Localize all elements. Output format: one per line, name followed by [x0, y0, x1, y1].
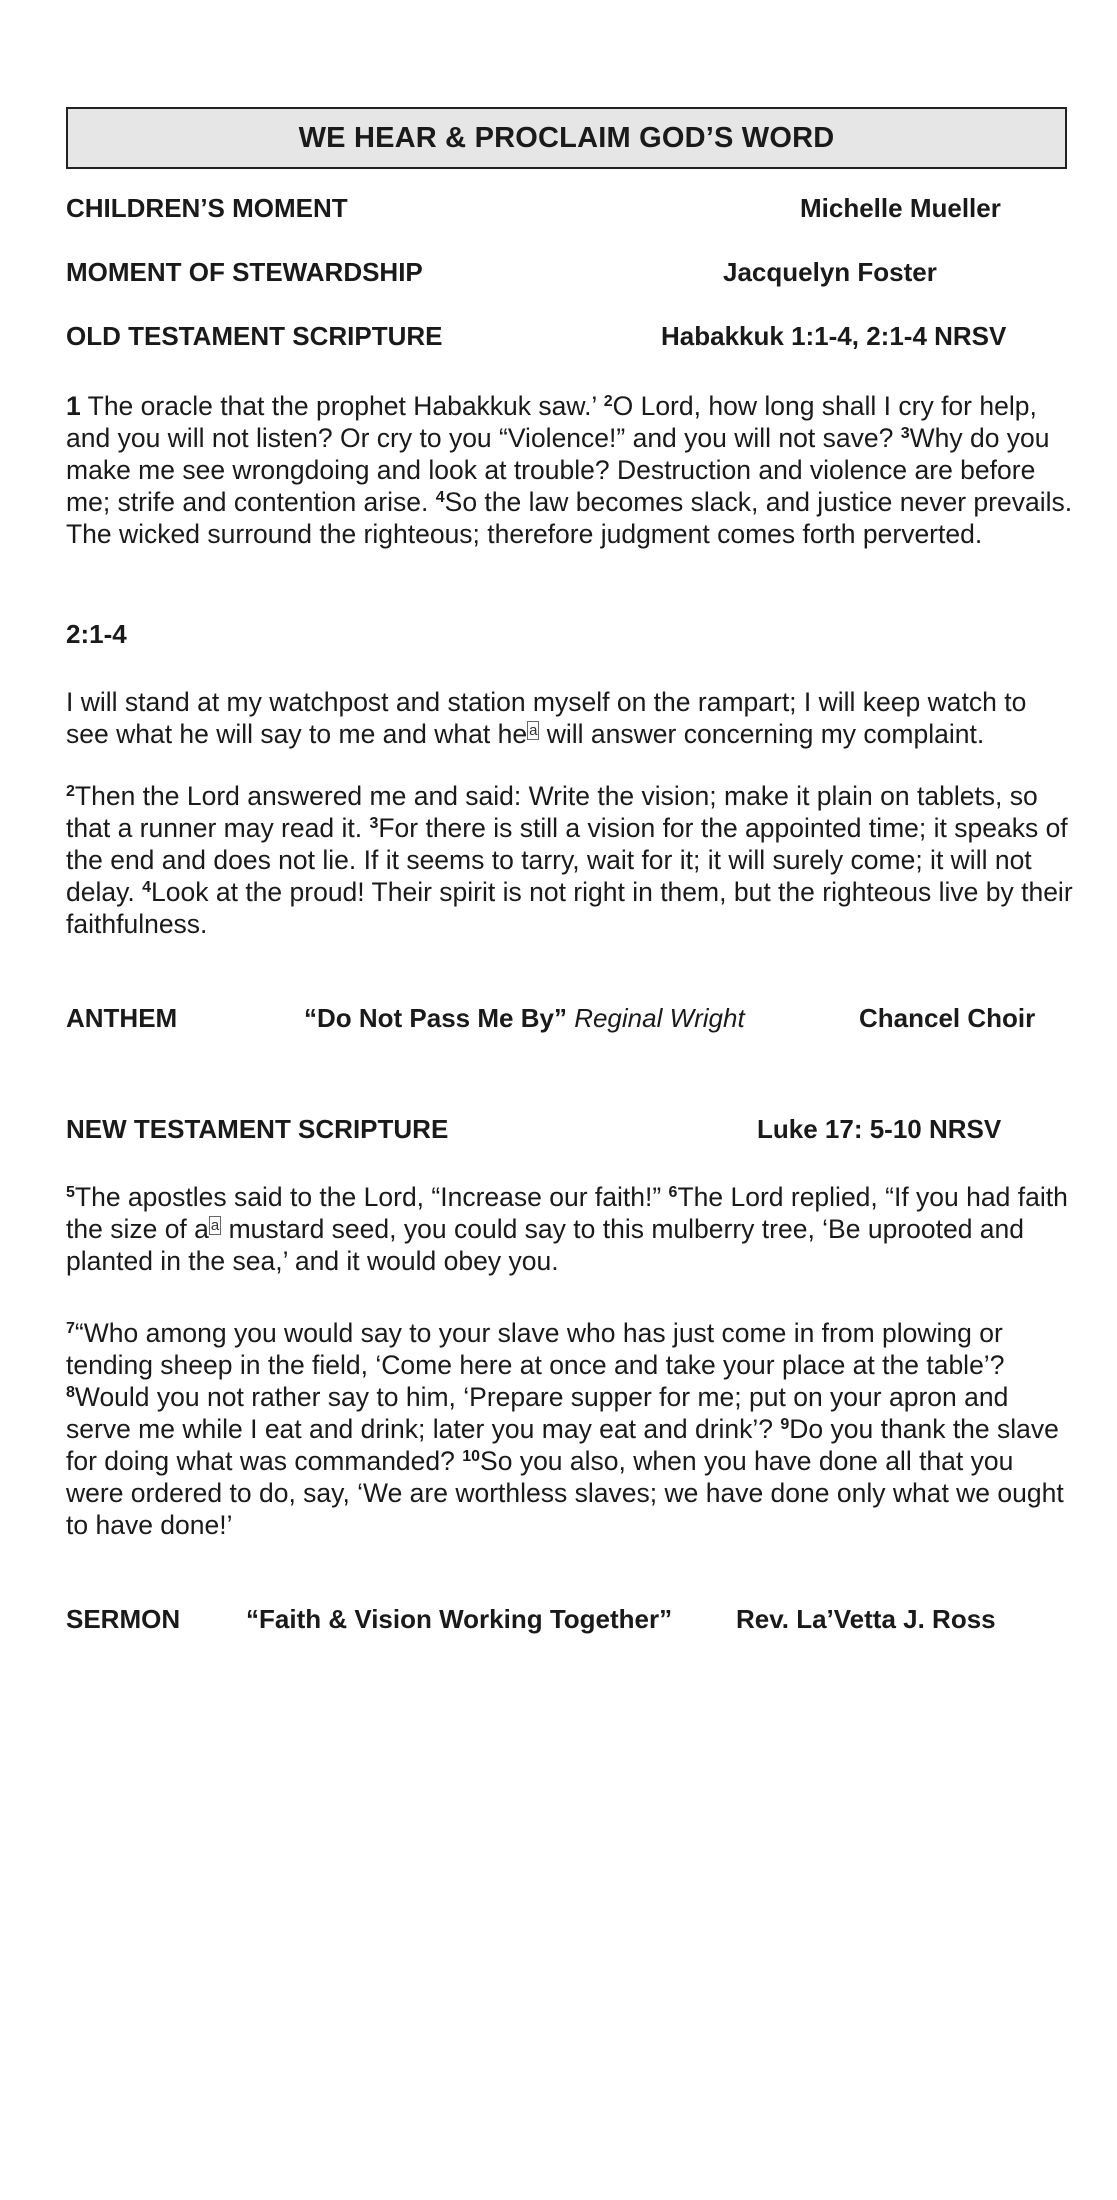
verse-text: So the law becomes slack, and justice never prevails. The wicked surround the righteous; therefore judgment comes forth perverted.	[66, 487, 1073, 549]
stewardship-leader: Jacquelyn Foster	[723, 257, 937, 287]
new-testament-reference: Luke 17: 5-10 NRSV	[757, 1114, 1002, 1144]
old-testament-label: OLD TESTAMENT SCRIPTURE	[66, 321, 443, 351]
verse-text: Why do you make me see wrongdoing and look at trouble? Destruction and violence are before me; strife and contention arise.	[66, 423, 1050, 517]
verse-number: 3	[369, 815, 379, 832]
footnote-link[interactable]: a	[529, 722, 538, 739]
luke-17-verses-5-6	[66, 1181, 1076, 1277]
anthem-song-title: “Do Not Pass Me By”	[304, 1003, 567, 1033]
verse-text: Look at the proud! Their spirit is not right in them, but the righteous live by their faithfulness.	[66, 877, 1073, 939]
verse-number: 2	[66, 783, 75, 800]
verse-number: 4	[435, 489, 445, 506]
anthem-composer: Reginal Wright	[574, 1003, 745, 1033]
verse-number: 8	[66, 1384, 75, 1401]
anthem-label: ANTHEM	[66, 1003, 178, 1033]
verse-text: will answer concerning my complaint.	[539, 719, 985, 749]
passage-subheading: 2:1-4	[66, 619, 127, 649]
verse-number: 2	[603, 393, 613, 410]
anthem-title	[304, 1003, 745, 1034]
sermon-preacher: Rev. La’Vetta J. Ross	[736, 1604, 996, 1634]
anthem-performer: Chancel Choir	[859, 1003, 1036, 1033]
footnote-link[interactable]: a	[210, 1217, 220, 1234]
verse-text: Would you not rather say to him, ‘Prepare supper for me; put on your apron and serve me while I eat and drink; later you may eat and drink’?	[66, 1382, 1009, 1444]
verse-number: 7	[66, 1320, 75, 1337]
section-title: WE HEAR & PROCLAIM GOD’S WORD	[298, 121, 835, 154]
verse-text: O Lord, how long shall I cry for help, and you will not listen? Or cry to you “Violence!” and you will not save?	[66, 391, 1037, 453]
luke-17-verses-7-10	[66, 1317, 1076, 1541]
sermon-label: SERMON	[66, 1604, 181, 1634]
verse-text: The Lord replied, “If you had faith the size of a	[66, 1182, 1068, 1244]
verse-number: 6	[668, 1184, 678, 1201]
childrens-moment-leader: Michelle Mueller	[800, 193, 1001, 223]
habakkuk-2-verses-2-4	[66, 780, 1076, 940]
verse-number: 4	[142, 879, 152, 896]
verse-number: 5	[66, 1184, 75, 1201]
verse-text: “Who among you would say to your slave who has just come in from plowing or tending sheep in the field, ‘Come here at once and take your place at the table’?	[66, 1318, 1005, 1380]
verse-text: Do you thank the slave for doing what was commanded?	[66, 1414, 1059, 1476]
sermon-title: “Faith & Vision Working Together”	[246, 1604, 673, 1634]
childrens-moment-label: CHILDREN’S MOMENT	[66, 193, 348, 223]
habakkuk-2-verse-1	[66, 686, 1076, 750]
verse-text: The apostles said to the Lord, “Increase our faith!”	[74, 1182, 669, 1212]
verse-text: Then the Lord answered me and said: Write the vision; make it plain on tablets, so that a runner may read it.	[66, 781, 1038, 843]
old-testament-reference: Habakkuk 1:1-4, 2:1-4 NRSV	[661, 321, 1007, 351]
verse-text: So you also, when you have done all that you were ordered to do, say, ‘We are worthless slaves; we have done only what we ought to have done!’	[66, 1446, 1064, 1540]
verse-number: 3	[900, 425, 910, 442]
verse-text: I will stand at my watchpost and station myself on the rampart; I will keep watch to see what he will say to me and what he	[66, 687, 1027, 749]
new-testament-label: NEW TESTAMENT SCRIPTURE	[66, 1114, 449, 1144]
verse-text: The oracle that the prophet Habakkuk saw.’	[80, 391, 604, 421]
stewardship-label: MOMENT OF STEWARDSHIP	[66, 257, 423, 287]
verse-number: 10	[462, 1448, 481, 1465]
verse-text: mustard seed, you could say to this mulberry tree, ‘Be uprooted and planted in the sea,’ and it would obey you.	[66, 1214, 1025, 1276]
habakkuk-1-passage	[66, 390, 1076, 550]
verse-text: For there is still a vision for the appointed time; it speaks of the end and does not lie. If it seems to tarry, wait for it; it will surely come; it will not delay.	[66, 813, 1068, 907]
section-header	[66, 107, 1067, 169]
verse-number: 9	[780, 1416, 790, 1433]
verse-number: 1	[66, 391, 81, 421]
